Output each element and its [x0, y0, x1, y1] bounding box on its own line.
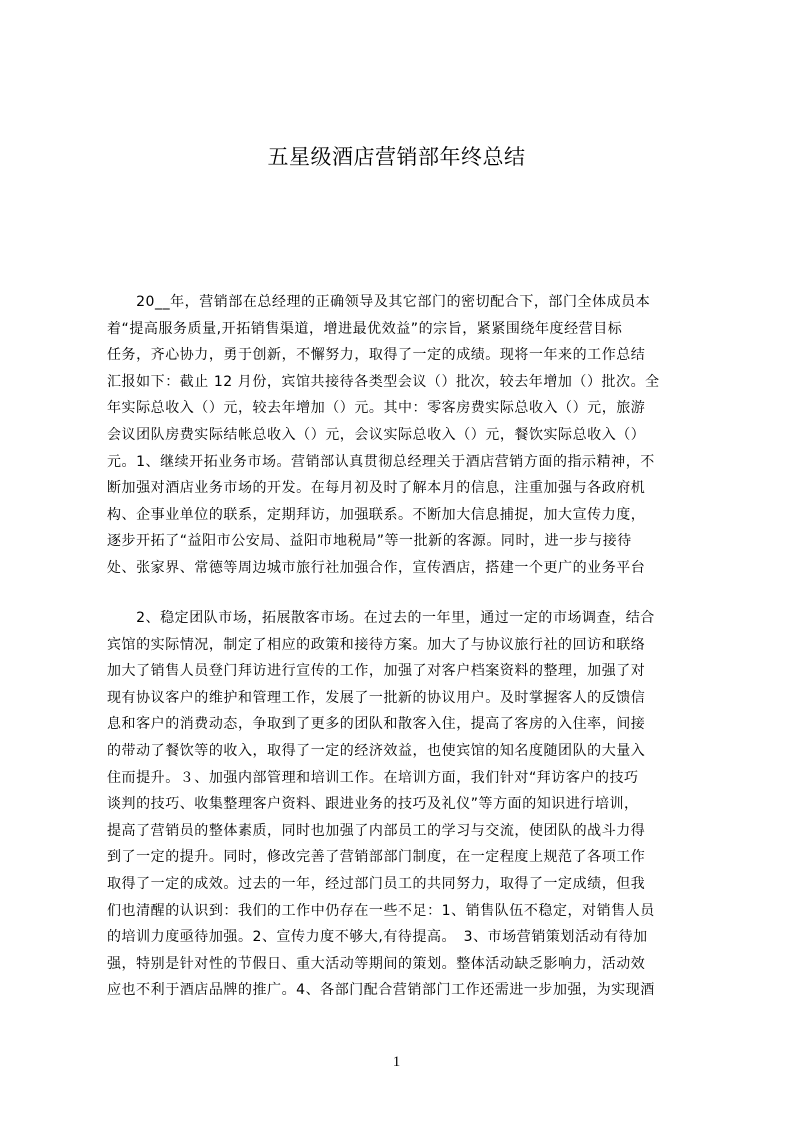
paragraph-line: 息和客户的消费动态，争取到了更多的团队和散客入住，提高了客房的入住率，间接: [107, 716, 646, 733]
paragraph-line: 的带动了餐饮等的收入，取得了一定的经济效益，也使宾馆的知名度随团队的大量入: [107, 742, 646, 759]
paragraph-line: 处、张家界、常德等周边城市旅行社加强合作，宣传酒店，搭建一个更广的业务平台: [107, 559, 646, 576]
page-title: 五星级酒店营销部年终总结: [267, 145, 526, 169]
paragraph-line: 宾馆的实际情况，制定了相应的政策和接待方案。加大了与协议旅行社的回访和联络: [107, 636, 646, 653]
paragraph-line: 20__年，营销部在总经理的正确领导及其它部门的密切配合下，部门全体成员本: [107, 294, 651, 310]
paragraph-line: 住而提升。３、加强内部管理和培训工作。在培训方面，我们针对“拜访客户的技巧: [107, 769, 639, 786]
paragraph-line: 年实际总收入（）元，较去年增加（）元。其中：零客房费实际总收入（）元，旅游: [107, 400, 646, 417]
paragraph-line: 汇报如下：截止 12 月份，宾馆共接待各类型会议（）批次，较去年增加（）批次。全: [107, 373, 660, 390]
paragraph-line: 构、企事业单位的联系，定期拜访，加强联系。不断加大信息捕捉，加大宣传力度，: [107, 506, 646, 523]
paragraph-line: 元。1、继续开拓业务市场。营销部认真贯彻总经理关于酒店营销方面的指示精神，不: [107, 453, 655, 470]
paragraph-line: 任务，齐心协力，勇于创新，不懈努力，取得了一定的成绩。现将一年来的工作总结: [107, 347, 646, 364]
paragraph-line: 们也清醒的认识到：我们的工作中仍存在一些不足：1、销售队伍不稳定，对销售人员: [107, 902, 655, 919]
page-number: 1: [392, 1054, 401, 1070]
paragraph-line: 着“提高服务质量,开拓销售渠道，增进最优效益”的宗旨，紧紧围绕年度经营目标: [107, 320, 623, 337]
paragraph-line: 逐步开拓了“益阳市公安局、益阳市地税局”等一批新的客源。同时，进一步与接待: [107, 533, 632, 550]
paragraph-line: 应也不利于酒店品牌的推广。4、各部门配合营销部门工作还需进一步加强，为实现酒: [107, 982, 655, 999]
paragraph-line: 谈判的技巧、收集整理客户资料、跟进业务的技巧及礼仪”等方面的知识进行培训，: [107, 796, 639, 813]
paragraph-line: 断加强对酒店业务市场的开发。在每月初及时了解本月的信息，注重加强与各政府机: [107, 480, 646, 497]
paragraph-1: [107, 289, 699, 582]
paragraph-line: 的培训力度亟待加强。2、宣传力度不够大,有待提高。 3、市场营销策划活动有待加: [107, 929, 648, 946]
paragraph-2: [107, 605, 699, 1004]
paragraph-line: 加大了销售人员登门拜访进行宣传的工作，加强了对客户档案资料的整理，加强了对: [107, 663, 646, 680]
paragraph-line: 取得了一定的成效。过去的一年，经过部门员工的共同努力，取得了一定成绩，但我: [107, 875, 646, 892]
paragraph-line: 2、稳定团队市场，拓展散客市场。在过去的一年里，通过一定的市场调查，结合: [107, 610, 655, 626]
paragraph-line: 提高了营销员的整体素质，同时也加强了内部员工的学习与交流，使团队的战斗力得: [107, 822, 646, 839]
paragraph-line: 到了一定的提升。同时，修改完善了营销部部门制度，在一定程度上规范了各项工作: [107, 849, 646, 866]
paragraph-line: 会议团队房费实际结帐总收入（）元，会议实际总收入（）元，餐饮实际总收入（）: [107, 426, 646, 443]
paragraph-line: 现有协议客户的维护和管理工作，发展了一批新的协议用户。及时掌握客人的反馈信: [107, 689, 646, 706]
paragraph-line: 强，特别是针对性的节假日、重大活动等期间的策划。整体活动缺乏影响力，活动效: [107, 955, 646, 972]
